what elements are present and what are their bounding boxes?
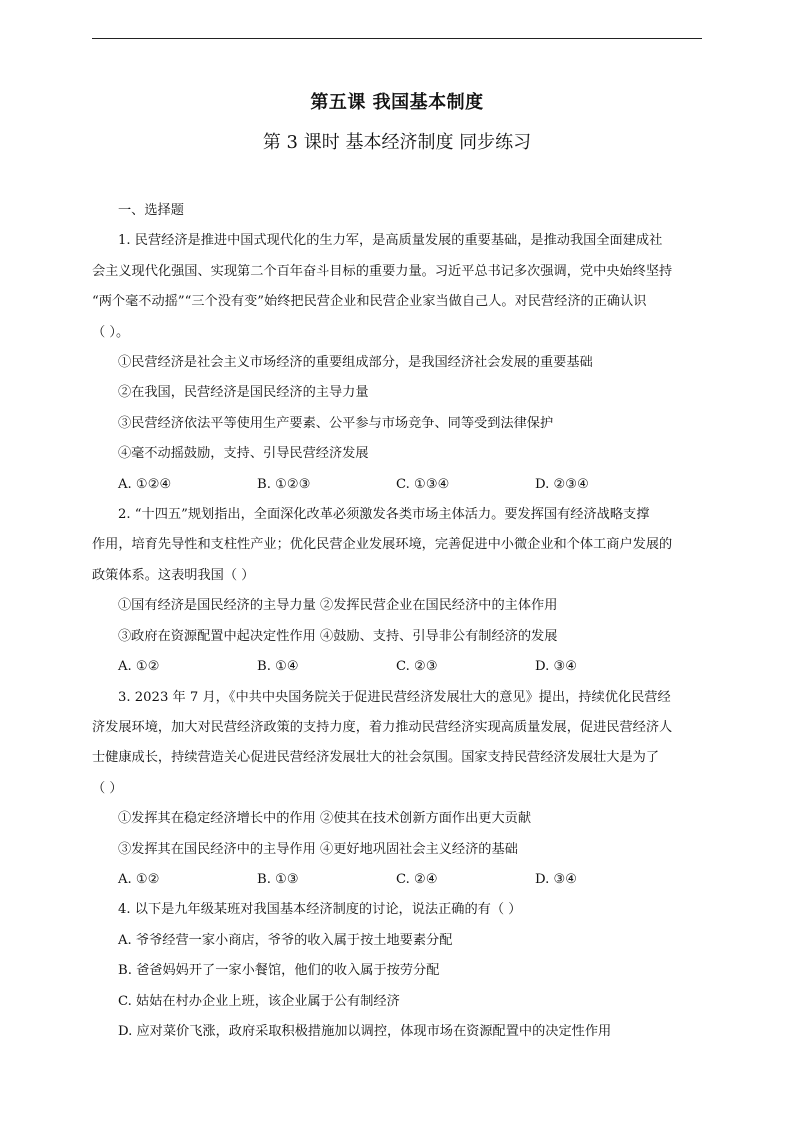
q3-option-d[interactable]: D. ③④ xyxy=(535,871,578,887)
q1-stem-line: （ ）。 xyxy=(92,324,130,340)
q3-options xyxy=(92,865,704,895)
q2-option-d[interactable]: D. ③④ xyxy=(535,659,578,675)
q3-stem-line: 士健康成长，持续营造关心促进民营经济发展壮大的社会氛围。国家支持民营经济发展壮大是为了 xyxy=(92,750,660,766)
q1-option-d[interactable]: D. ②③④ xyxy=(535,476,589,492)
q2-stem-line: 2. “十四五”规划指出，全面深化改革必须激发各类市场主体活力。要发挥国有经济战略支撑 xyxy=(118,507,650,523)
q2-option-b[interactable]: B. ①④ xyxy=(257,659,299,675)
q2-stem-line: 政策体系。这表明我国（ ） xyxy=(92,567,255,583)
q3-statements: ①发挥其在稳定经济增长中的作用 ②使其在技术创新方面作出更大贡献 xyxy=(118,811,532,827)
q3-stem-line: 济发展环境，加大对民营经济政策的支持力度，着力推动民营经济实现高质量发展，促进民营经济人 xyxy=(92,719,673,735)
q2-option-a[interactable]: A. ①② xyxy=(118,659,160,675)
q3-statements: ③发挥其在国民经济中的主导作用 ④更好地巩固社会主义经济的基础 xyxy=(118,841,518,857)
q2-statements: ③政府在资源配置中起决定性作用 ④鼓励、支持、引导非公有制经济的发展 xyxy=(118,628,558,644)
header-rule xyxy=(92,38,702,39)
page-title: 第五课 我国基本制度 xyxy=(310,92,484,113)
q1-stem-line: “两个毫不动摇”“三个没有变”始终把民营企业和民营企业家当做自己人。对民营经济的正确认识 xyxy=(92,294,647,310)
q3-option-b[interactable]: B. ①③ xyxy=(257,871,299,887)
q2-statements: ①国有经济是国民经济的主导力量 ②发挥民营企业在国民经济中的主体作用 xyxy=(118,598,558,614)
q2-option-c[interactable]: C. ②③ xyxy=(396,659,438,675)
q3-option-a[interactable]: A. ①② xyxy=(118,871,160,887)
q4-option-b[interactable]: B. 爸爸妈妈开了一家小餐馆，他们的收入属于按劳分配 xyxy=(118,963,440,979)
section-title: 一、选择题 xyxy=(118,203,184,218)
exercise-content xyxy=(92,196,704,1047)
q1-option-b[interactable]: B. ①②③ xyxy=(257,476,311,492)
q1-statement: ①民营经济是社会主义市场经济的重要组成部分，是我国经济社会发展的重要基础 xyxy=(118,355,593,371)
q1-statement: ②在我国，民营经济是国民经济的主导力量 xyxy=(118,385,369,401)
q4-option-a[interactable]: A. 爷爷经营一家小商店，爷爷的收入属于按土地要素分配 xyxy=(118,932,453,948)
q4-option-d[interactable]: D. 应对菜价飞涨，政府采取积极措施加以调控，体现市场在资源配置中的决定性作用 xyxy=(118,1023,612,1039)
q3-option-c[interactable]: C. ②④ xyxy=(396,871,438,887)
q4-stem: 4. 以下是九年级某班对我国基本经济制度的讨论，说法正确的有（ ） xyxy=(118,902,522,918)
q1-option-a[interactable]: A. ①②④ xyxy=(118,476,172,492)
page-subtitle: 第 3 课时 基本经济制度 同步练习 xyxy=(262,132,532,153)
q3-stem-line: 3. 2023 年 7 月，《中共中央国务院关于促进民营经济发展壮大的意见》提出，持续优化民营经 xyxy=(118,689,671,705)
q2-stem-line: 作用，培育先导性和支柱性产业；优化民营企业发展环境，完善促进中小微企业和个体工商户发展的 xyxy=(92,537,673,553)
q1-stem-line: 1. 民营经济是推进中国式现代化的生力军，是高质量发展的重要基础，是推动我国全面建成社 xyxy=(118,233,663,249)
q1-options xyxy=(92,470,704,500)
q1-statement: ③民营经济依法平等使用生产要素、公平参与市场竞争、同等受到法律保护 xyxy=(118,415,554,431)
q2-options xyxy=(92,652,704,682)
q4-option-c[interactable]: C. 姑姑在村办企业上班，该企业属于公有制经济 xyxy=(118,993,400,1009)
q1-statement: ④毫不动摇鼓励，支持、引导民营经济发展 xyxy=(118,446,369,462)
q3-stem-line: （ ） xyxy=(92,780,123,796)
q1-option-c[interactable]: C. ①③④ xyxy=(396,476,450,492)
q1-stem-line: 会主义现代化强国、实现第二个百年奋斗目标的重要力量。习近平总书记多次强调，党中央始终坚持 xyxy=(92,263,673,279)
